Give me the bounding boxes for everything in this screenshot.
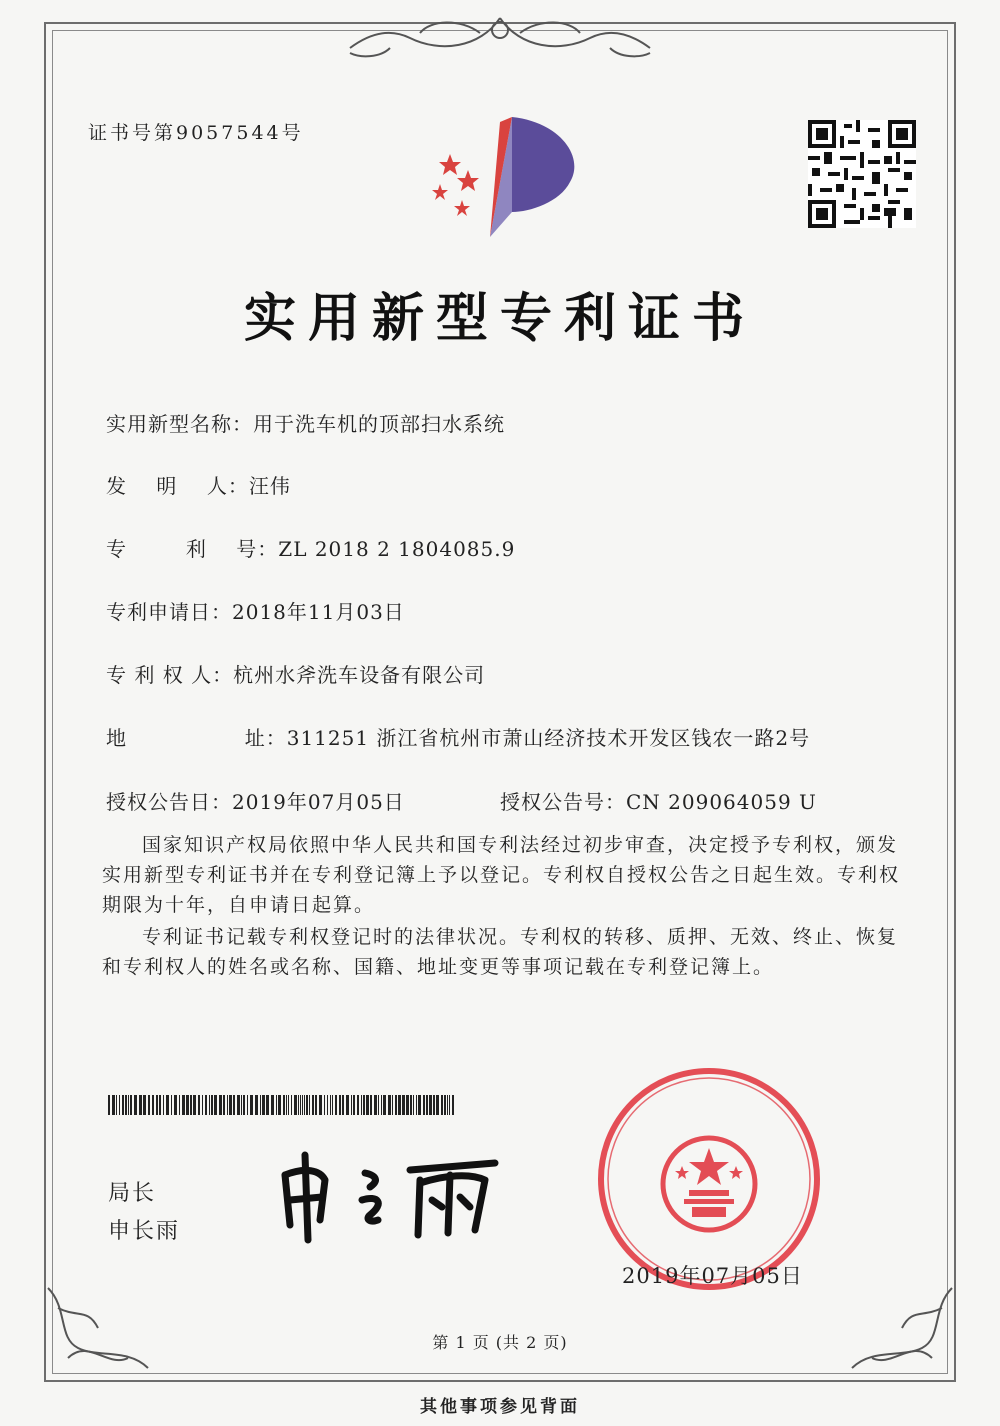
director-name: 申长雨 [108,1219,181,1244]
barcode-bar [278,1095,281,1115]
director-title: 局长 [108,1181,157,1206]
barcode-bar [148,1095,150,1115]
barcode-bar [406,1095,409,1115]
field-patentee [106,659,485,688]
barcode-bar [436,1095,439,1115]
barcode-bar [143,1095,146,1115]
barcode-bar [444,1095,446,1115]
barcode-bar [125,1095,127,1115]
barcode-bar [304,1095,305,1115]
body-paragraph-1: 国家知识产权局依照中华人民共和国专利法经过初步审查，决定授予专利权，颁发实用新型专利证书并在专利登记簿上予以登记。专利权自授权公告之日起生效。专利权期限为十年，自申请日起算。 [102,834,901,916]
barcode-bar [298,1095,299,1115]
barcode-bar [139,1095,142,1115]
field-label: 专 利 号： [106,537,279,561]
barcode-bar [447,1095,448,1115]
barcode-bar [381,1095,382,1115]
barcode-bar [433,1095,435,1115]
barcode-bar [163,1095,164,1115]
page-indicator: 第 1 页 (共 2 页) [432,1333,568,1352]
barcode-bar [166,1095,169,1115]
field-address [106,722,810,751]
barcode-bar [116,1095,117,1115]
barcode-bar [288,1095,289,1115]
barcode-bar [198,1095,200,1115]
barcode-bar [410,1095,412,1115]
barcode-bar [302,1095,303,1115]
barcode-bar [108,1095,110,1115]
barcode-bar [271,1095,274,1115]
barcode-bar [223,1095,225,1115]
barcode-bar [209,1095,210,1115]
field-patent-number [106,533,515,562]
field-label: 专利申请日： [106,600,232,624]
barcode-bar [423,1095,425,1115]
barcode-bar [134,1095,137,1115]
barcode-bar [319,1095,322,1115]
barcode-bar [357,1095,359,1115]
barcode-bar [353,1095,355,1115]
barcode-bar [156,1095,158,1115]
field-value: CN 209064059 U [626,790,817,814]
field-label: 专 利 权 人： [106,663,234,687]
barcode-bar [395,1095,397,1115]
field-value: 2019年07月05日 [232,790,405,814]
barcode-bar [346,1095,349,1115]
field-value: 2018年11月03日 [232,600,405,624]
barcode-bar [241,1095,242,1115]
barcode-bar [309,1095,310,1115]
barcode-bar [119,1095,120,1115]
barcode-bar [205,1095,207,1115]
barcode-bar [211,1095,213,1115]
barcode [108,1095,458,1115]
barcode-bar [361,1095,362,1115]
barcode-bar [243,1095,245,1115]
field-grant-number [500,786,817,815]
barcode-bar [398,1095,401,1115]
barcode-bar [112,1095,115,1115]
field-inventor [106,470,291,499]
barcode-bar [441,1095,443,1115]
cnipa-logo [420,112,590,242]
barcode-bar [402,1095,405,1115]
barcode-bar [122,1095,124,1115]
top-ornament [330,8,670,68]
official-seal [596,1066,822,1292]
barcode-bar [266,1095,269,1115]
barcode-bar [250,1095,253,1115]
barcode-bar [363,1095,365,1115]
certificate-title: 实用新型专利证书 [243,289,756,349]
director-signature [270,1145,510,1245]
field-value: ZL 2018 2 1804085.9 [278,537,516,561]
field-value: 311251 浙江省杭州市萧山经济技术开发区钱农一路2号 [286,726,811,750]
barcode-bar [186,1095,189,1115]
field-grant-date [106,786,405,815]
qr-code [808,120,916,228]
barcode-bar [429,1095,432,1115]
barcode-bar [330,1095,331,1115]
body-paragraph-2: 专利证书记载专利权登记时的法律状况。专利权的转移、质押、无效、终止、恢复和专利权人的姓名或名称、国籍、地址变更等事项记载在专利登记簿上。 [102,926,899,978]
barcode-bar [388,1095,391,1115]
barcode-bar [416,1095,417,1115]
barcode-bar [193,1095,196,1115]
barcode-bar [327,1095,328,1115]
field-label: 授权公告日： [106,790,232,814]
barcode-bar [128,1095,129,1115]
barcode-bar [370,1095,372,1115]
barcode-bar [247,1095,248,1115]
barcode-bar [383,1095,386,1115]
barcode-bar [378,1095,379,1115]
barcode-bar [260,1095,261,1115]
barcode-bar [171,1095,172,1115]
barcode-bar [426,1095,428,1115]
barcode-bar [374,1095,377,1115]
field-application-date [106,596,405,625]
barcode-bar [229,1095,232,1115]
barcode-bar [286,1095,287,1115]
corner-ornament-bottom-right [842,1278,962,1378]
barcode-bar [214,1095,217,1115]
barcode-bar [312,1095,314,1115]
barcode-bar [392,1095,393,1115]
barcode-bar [449,1095,450,1115]
barcode-bar [283,1095,285,1115]
barcode-bar [130,1095,132,1115]
field-value: 汪伟 [248,474,291,498]
barcode-bar [413,1095,414,1115]
barcode-bar [366,1095,369,1115]
barcode-bar [294,1095,297,1115]
barcode-bar [190,1095,192,1115]
field-label: 授权公告号： [500,790,626,814]
barcode-bar [174,1095,177,1115]
footer-note: 其他事项参见背面 [420,1397,580,1417]
barcode-bar [219,1095,222,1115]
barcode-bar [339,1095,341,1115]
barcode-bar [152,1095,154,1115]
barcode-bar [237,1095,240,1115]
field-utility-model-name [106,408,505,437]
certificate-number: 证书号第9057544号 [88,122,304,144]
barcode-bar [342,1095,344,1115]
barcode-bar [276,1095,277,1115]
seal-date: 2019年07月05日 [622,1264,803,1288]
barcode-bar [291,1095,292,1115]
barcode-bar [255,1095,258,1115]
barcode-bar [179,1095,180,1115]
corner-ornament-bottom-left [38,1278,158,1378]
field-label: 发 明 人： [106,474,249,498]
barcode-bar [418,1095,421,1115]
barcode-bar [324,1095,325,1115]
barcode-bar [335,1095,337,1115]
barcode-bar [262,1095,265,1115]
barcode-bar [306,1095,308,1115]
field-value: 杭州水斧洗车设备有限公司 [233,663,486,687]
barcode-bar [159,1095,161,1115]
barcode-bar [452,1095,454,1115]
field-value: 用于洗车机的顶部扫水系统 [253,412,505,436]
barcode-bar [227,1095,228,1115]
field-label: 地 址： [106,726,287,750]
barcode-bar [315,1095,317,1115]
barcode-bar [202,1095,203,1115]
barcode-bar [332,1095,333,1115]
barcode-bar [351,1095,352,1115]
field-label: 实用新型名称： [106,412,253,436]
barcode-bar [300,1095,301,1115]
barcode-bar [182,1095,185,1115]
barcode-bar [233,1095,235,1115]
